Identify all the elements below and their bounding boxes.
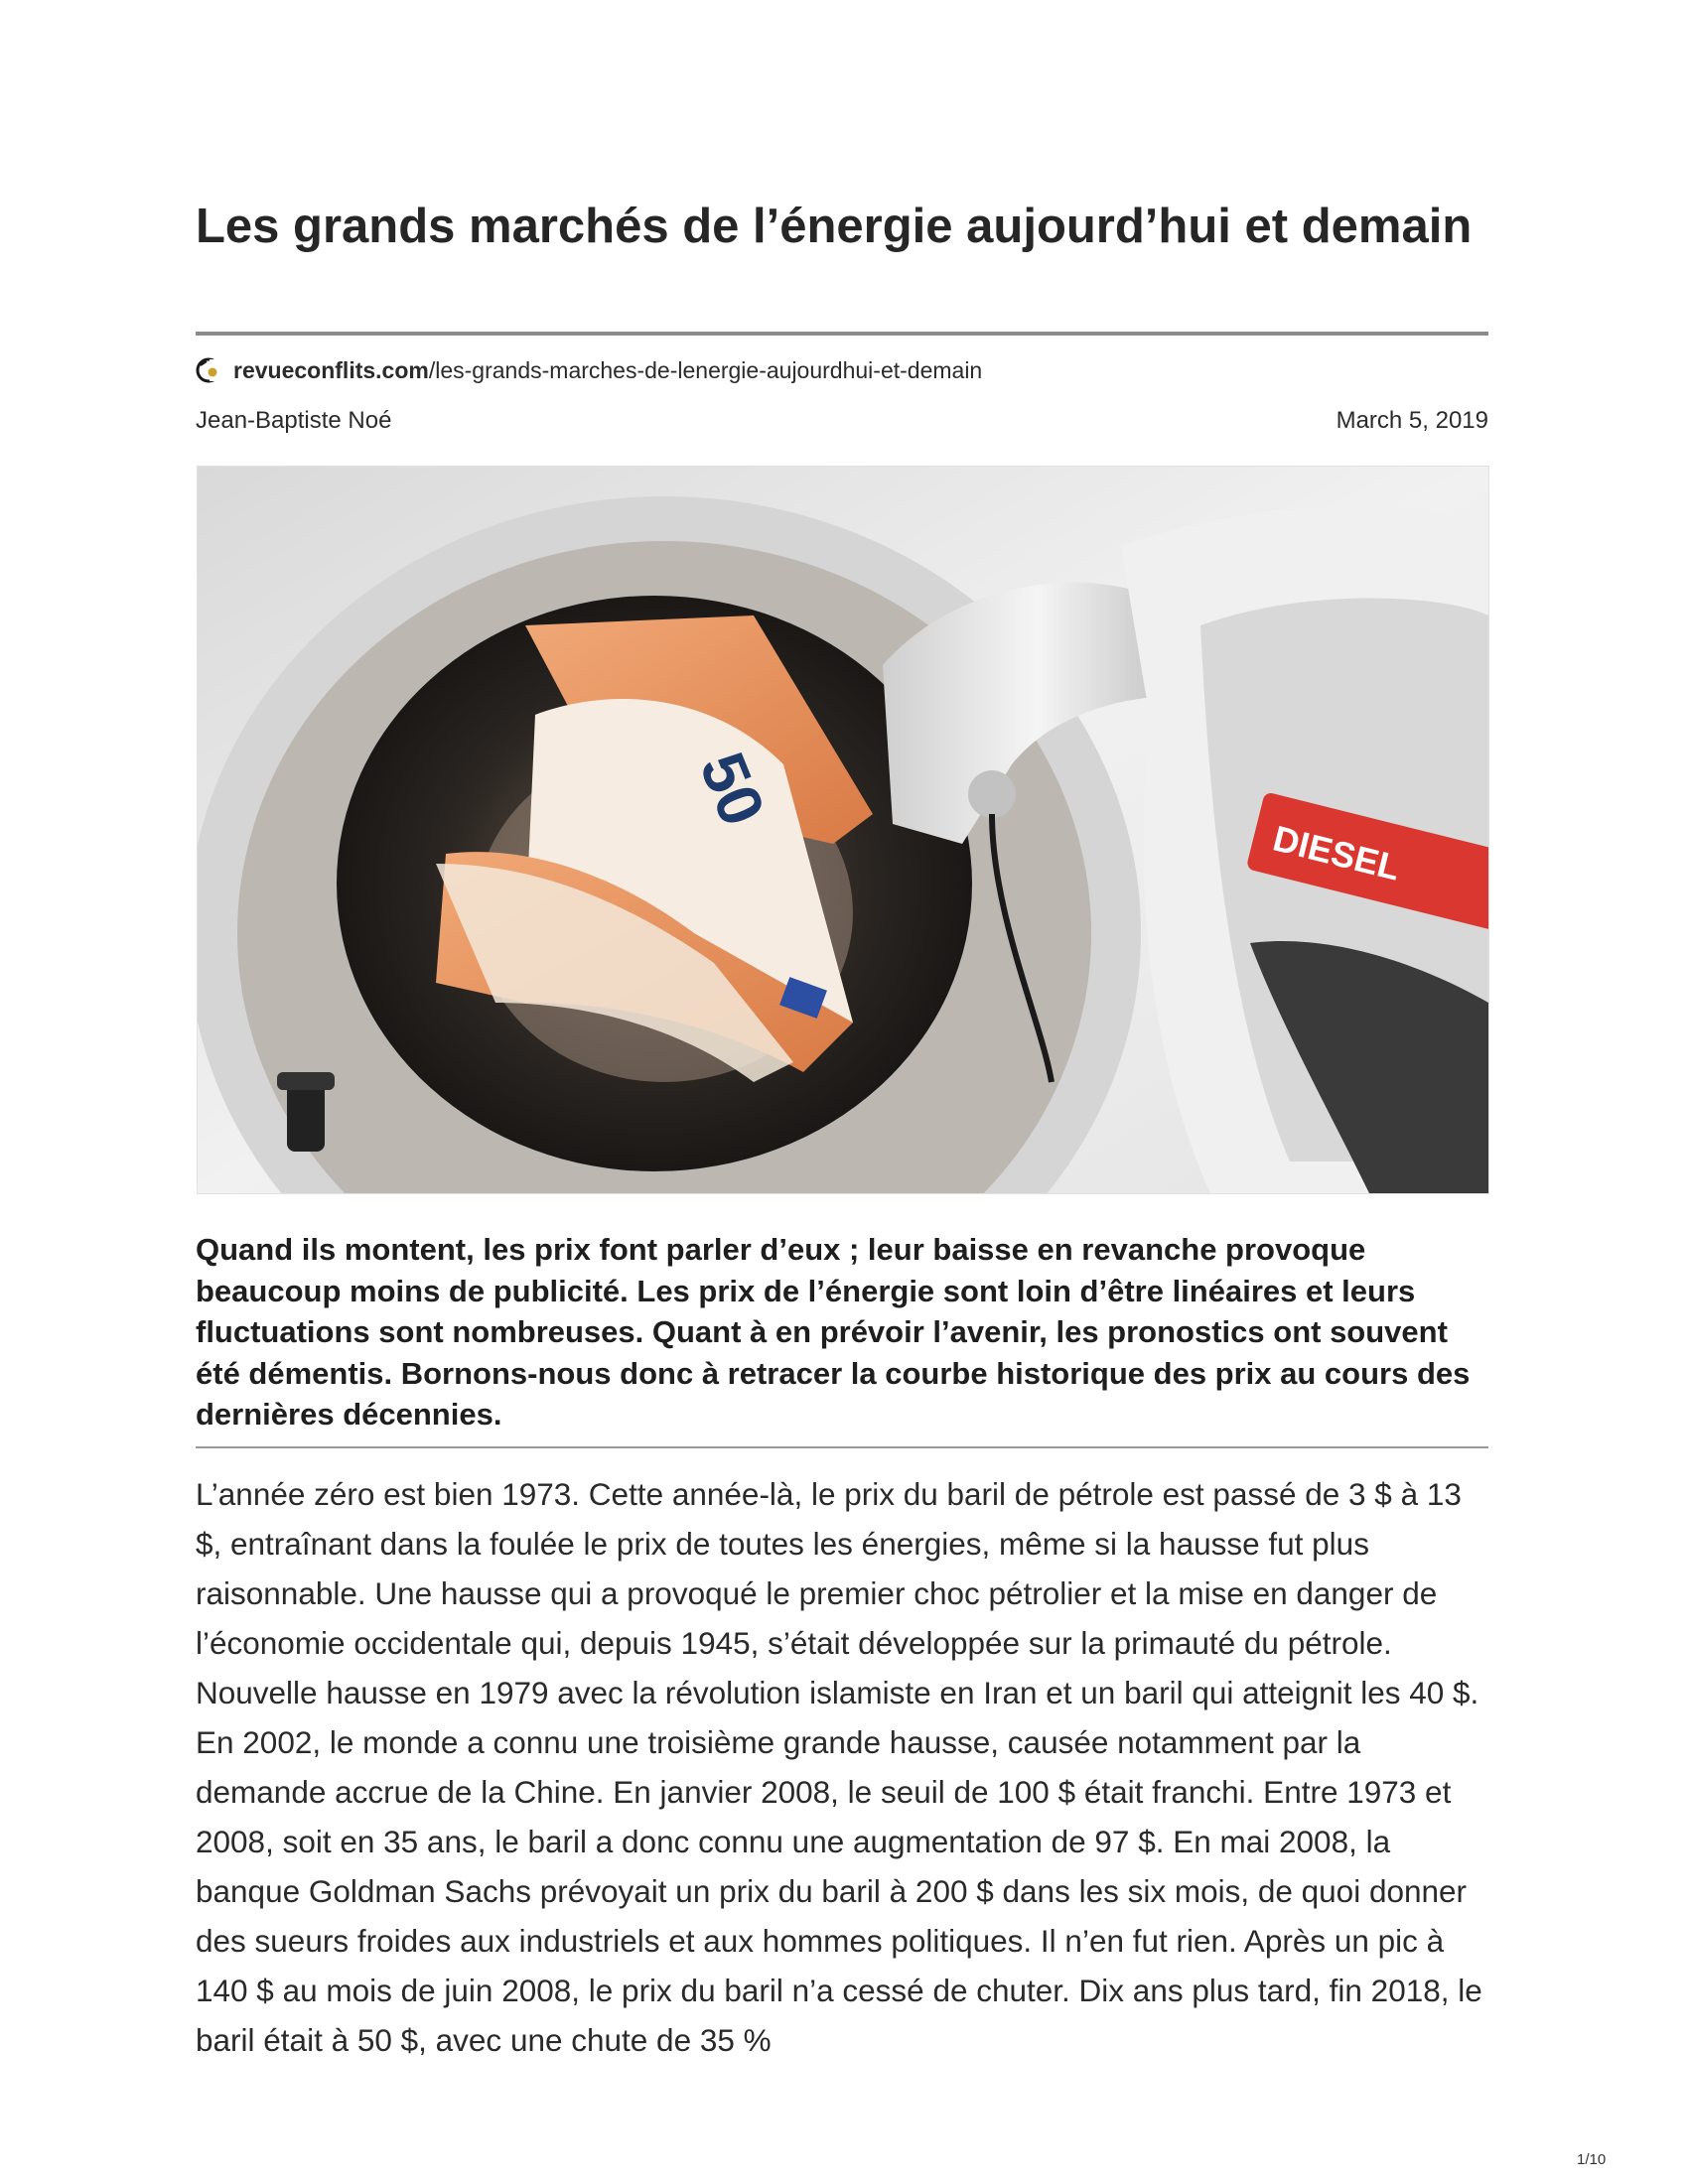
article-body: L’année zéro est bien 1973. Cette année-là, le prix du baril de pétrole est passé de 3 $ à 13 $, entraînant dans la foulée le prix de toutes les énergies, même si la hausse fut plus raisonnable. Une hausse qui a provoqué le premier choc pétrolier et la mise en danger de l’économie occidentale qui, depuis 1945, s’était développée sur la primauté du pétrole. Nouvelle hausse en 1979 avec la révolution islamiste en Iran et un baril qui atteignit les 40 $. En 2002, le monde a connu une troisième grande hausse, causée notamment par la demande accrue de la Chine. En janvier 2008, le seuil de 100 $ était franchi. Entre 1973 et 2008, soit en 35 ans, le baril a donc connu une augmentation de 97 $. En mai 2008, la banque Goldman Sachs prévoyait un prix du baril à 200 $ dans les six mois, de quoi donner des sueurs froides aux industriels et aux hommes politiques. Il n’en fut rien. Après un pic à 140 $ au mois de juin 2008, le prix du baril n’a cessé de chuter. Dix ans plus tard, fin 2018, le baril était à 50 $, avec une chute de 35 %: [196, 1476, 1482, 2058]
author-name: Jean-Baptiste Noé: [196, 407, 392, 434]
page-number: 1/10: [1577, 2151, 1607, 2168]
lead-divider: [196, 1446, 1488, 1448]
site-logo-icon: [196, 357, 221, 383]
source-domain: revueconflits.com: [233, 356, 429, 383]
source-path: /les-grands-marches-de-lenergie-aujourdhui-et-demain: [428, 356, 983, 383]
title-divider: [196, 332, 1488, 336]
source-line: [196, 355, 982, 385]
banknote-denomination: 50: [686, 743, 779, 836]
source-link[interactable]: [233, 357, 982, 384]
article-title: Les grands marchés de l’énergie aujourd’hui et demain: [196, 200, 1473, 253]
hero-image: [197, 466, 1489, 1194]
publish-date: March 5, 2019: [1336, 407, 1488, 434]
article-lead: Quand ils montent, les prix font parler d’eux ; leur baisse en revanche provoque beaucoup moins de publicité. Les prix de l’énergie sont loin d’être linéaires et leurs fluctuations sont nombreuses. Quant à en prévoir l’avenir, les pronostics ont souvent été démentis. Bornons-nous donc à retracer la courbe historique des prix au cours des dernières décennies.: [196, 1232, 1471, 1432]
byline: [196, 407, 1488, 435]
diesel-label: DIESEL: [1269, 817, 1405, 888]
